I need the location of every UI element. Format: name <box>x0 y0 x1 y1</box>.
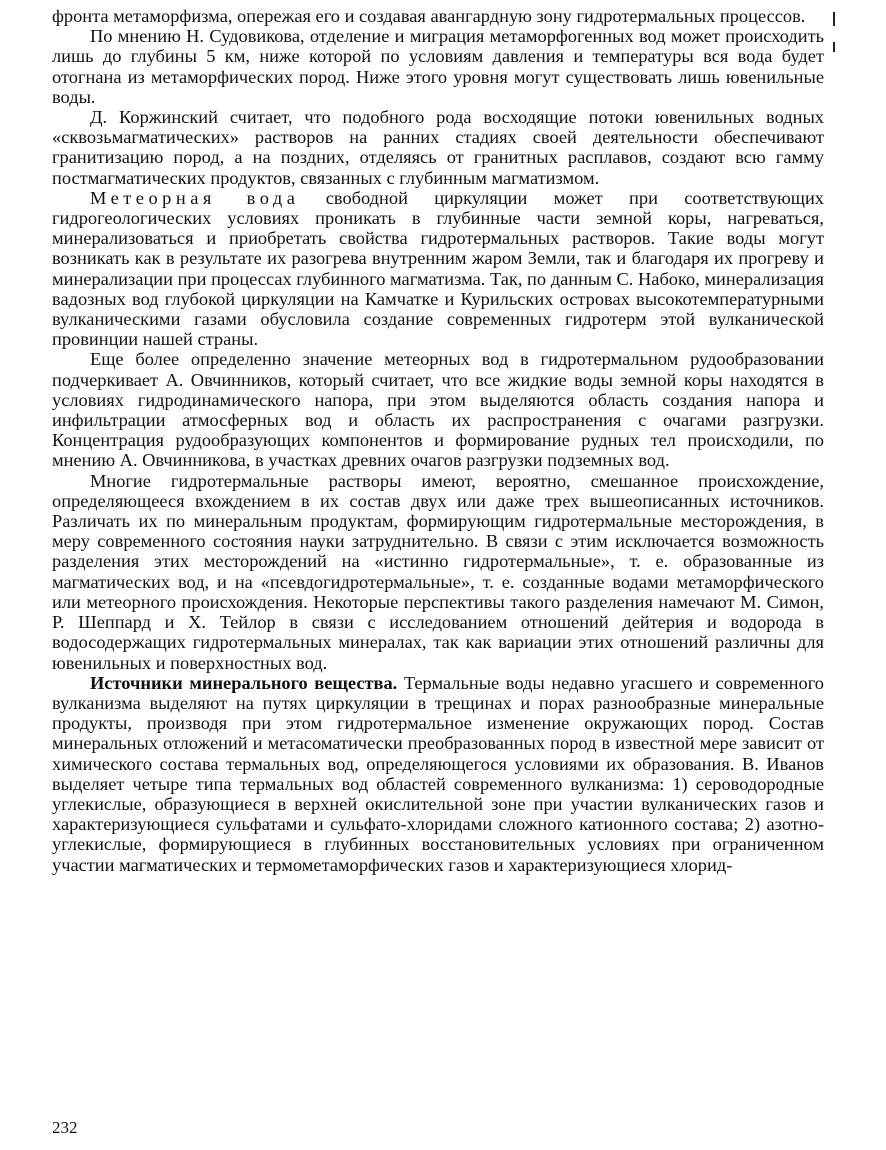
paragraph-4 <box>52 188 824 350</box>
paragraph-2: По мнению Н. Судовикова, отделение и миграция метаморфогенных вод может происходить лишь до глубины 5 км, ниже которой по условиям давления и температуры вся вода будет отогнана из метаморфических пород. Ниже этого уровня могут существовать лишь ювенильные воды. <box>52 26 824 107</box>
paragraph-4-body: свободной циркуляции может при соответствующих гидрогеологических условиях проникать в глубинные части земной коры, нагреваться, минерализоваться и приобретать свойства гидротермальных растворов. Такие воды могут возникать как в результате их разогрева внутренним жаром Земли, так и благодаря их прогреву и минерализации при процессах глубинного магматизма. Так, по данным С. Набоко, минерализация вадозных вод глубокой циркуляции на Камчатке и Курильских островах высокотемпературными вулканическими газами обусловила создание современных гидротерм этой вулканической провинции нашей страны. <box>52 187 824 350</box>
paragraph-7 <box>52 673 824 875</box>
paragraph-5: Еще более определенно значение метеорных вод в гидротермальном рудообразовании подчеркивает А. Овчинников, который считает, что все жидкие воды земной коры находятся в условиях гидродинамического напора, при этом выделяются область создания напора и инфильтрации атмосферных вод и область их распространения с очагами разгрузки. Концентрация рудообразующих компонентов и формирование рудных тел происходили, по мнению А. Овчинникова, в участках древних очагов разгрузки подземных вод. <box>52 349 824 471</box>
page-text <box>52 6 824 875</box>
margin-mark <box>833 12 835 26</box>
paragraph-1: фронта метаморфизма, опережая его и создавая авангардную зону гидротермальных процессов. <box>52 6 806 26</box>
paragraph-6: Многие гидротермальные растворы имеют, вероятно, смешанное происхождение, определяющееся вхождением в их состав двух или даже трех вышеописанных источников. Различать их по минеральным продуктам, формирующим гидротермальные месторождения, в меру современного состояния науки затруднительно. В связи с этим исключается возможность разделения этих месторождений на «истинно гидротермальные», т. е. образованные из магматических вод, и на «псевдогидротермальные», т. е. созданные водами метаморфического или метеорного происхождения. Некоторые перспективы такого разделения намечают М. Симон, Р. Шеппард и Х. Тейлор в связи с исследованием отношений дейтерия и водорода в водосодержащих гидротермальных минералах, так как вариации этих отношений различны для ювенильных и поверхностных вод. <box>52 470 824 673</box>
margin-mark <box>833 42 835 52</box>
spaced-term-meteoric-water: Метеорная вода <box>90 187 300 208</box>
paragraph-7-body: Термальные воды недавно угасшего и современного вулканизма выделяют на путях циркуляции в трещинах и порах разнообразные минеральные продукты, производя при этом гидротермальное изменение окружающих пород. Состав минеральных отложений и метасоматически преобразованных пород в известной мере зависит от химического состава термальных вод, определяющегося условиями их образования. В. Иванов выделяет четыре типа термальных вод областей современного вулканизма: 1) сероводородные углекислые, образующиеся в верхней окислительной зоне при участии вулканических газов и характеризующиеся сульфатами и сульфато-хлоридами сложного катионного состава; 2) азотно-углекислые, формирующиеся в глубинных восстановительных условиях при ограниченном участии магматических и термометаморфических газов и характеризующиеся хлорид- <box>52 672 824 875</box>
paragraph-3: Д. Коржинский считает, что подобного рода восходящие потоки ювенильных водных «сквозьмагматических» растворов на ранних стадиях своей деятельности обеспечивают гранитизацию пород, а на поздних, отделяясь от гранитных расплавов, создают всю гамму постмагматических продуктов, связанных с глубинным магматизмом. <box>52 107 824 188</box>
page-number: 232 <box>52 1118 78 1137</box>
section-heading-mineral-sources: Источники минерального вещества. <box>90 672 398 693</box>
